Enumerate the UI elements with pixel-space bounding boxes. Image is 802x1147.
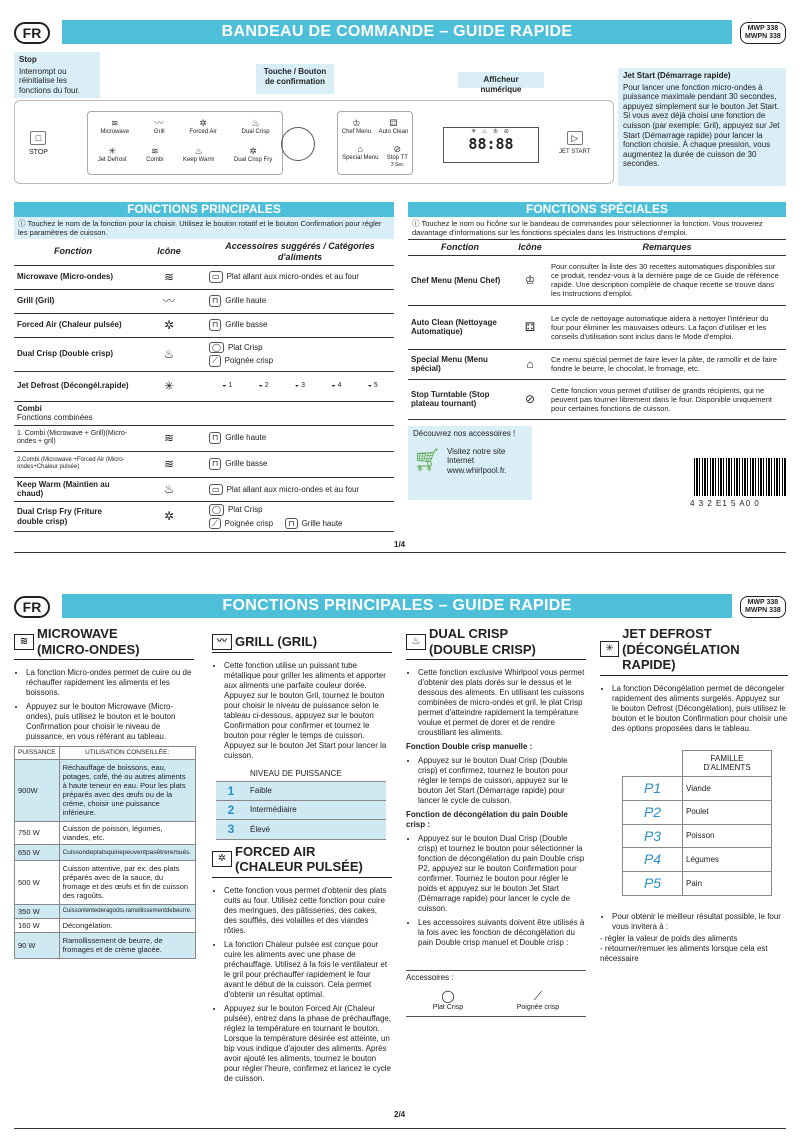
dual-crisp-intro	[406, 668, 586, 738]
combi-label: Combi	[146, 156, 164, 163]
forced-air-bullets	[212, 886, 392, 1084]
page-number-2: 2/4	[394, 1110, 406, 1119]
table-row	[15, 759, 196, 821]
fish-icon: ◒ 3	[294, 381, 306, 389]
display-callout: Afficheur numérique	[458, 72, 544, 88]
defrost-3: 3	[301, 381, 306, 389]
crisp-handle-label: Poignée crisp	[516, 1003, 560, 1011]
jet-start-callout	[618, 68, 786, 186]
accessories-promo	[408, 426, 532, 500]
table-row	[15, 860, 196, 904]
col-function: Fonction	[408, 240, 512, 255]
dual-crisp-label: Dual Crisp	[241, 128, 270, 135]
dual-crisp-title: DUAL CRISP	[429, 626, 509, 641]
bread-defrost-heading: Fonction de décongélation du pain Double crisp :	[406, 810, 568, 830]
family-code: P2	[623, 800, 683, 824]
crisp-icon: ♨	[132, 337, 206, 371]
jet-defrost-dash-2: retourner/remuer les aliments lorsque cela est nécessaire	[600, 943, 768, 963]
col-usage: UTILISATION CONSEILLÉE:	[59, 747, 195, 760]
auto-clean-label: Auto Clean	[378, 128, 409, 135]
stop-callout-title: Stop	[19, 55, 37, 64]
chef-menu-label: Chef Menu	[341, 128, 372, 135]
special-functions-table	[408, 240, 786, 420]
table-row	[14, 425, 394, 451]
power-value: 900W	[15, 759, 60, 821]
accessory-cell	[206, 501, 394, 531]
table-row	[623, 824, 772, 848]
barcode-text: 4 3 2 E1 5 A0 0	[690, 499, 760, 508]
rack-icon: ⊓	[285, 518, 297, 530]
power-value: 500 W	[15, 860, 60, 904]
crisp-plate-label: Plat Crisp	[432, 1003, 464, 1011]
remark-text: Le cycle de nettoyage automatique aidera à nettoyer l'intérieur du four pour éliminer les mauvaises odeurs. La façon d'utiliser et les conseils d'utilisation sont inclus dans le Mode d'emploi.	[548, 305, 786, 349]
chef-menu-button[interactable]	[342, 118, 371, 136]
fan-icon: ✲	[132, 313, 206, 337]
jet-defrost-bullet-1: • La fonction Décongélation permet de décongeler rapidement des aliments surgelés. Appuyez sur le bouton Defrost (Décongélation), puis utilisez le bouton et le bouton Confirmation pour choisir une des options proposées dans le tableau.	[612, 684, 788, 734]
col-remarks: Remarques	[548, 240, 786, 255]
microwave-bullet-1: • La fonction Micro-ondes permet de cuire ou de réchauffer rapidement les aliments et les boissons.	[26, 668, 194, 698]
table-row	[15, 904, 196, 918]
forced-air-header	[212, 844, 392, 878]
rotary-knob[interactable]	[281, 127, 315, 161]
accessories-label: Accessoires :	[406, 973, 454, 983]
model-2: MWPN 338	[745, 607, 781, 614]
jet-defrost-tips	[600, 912, 788, 932]
function-name: Stop Turntable (Stop plateau tournant)	[408, 379, 512, 419]
accessory-cell	[206, 477, 394, 501]
accessory-text: Plat allant aux micro-ondes et au four	[226, 272, 360, 282]
crisp-fry-icon: ✲	[249, 145, 257, 156]
cloche-icon: ⌂	[357, 143, 363, 154]
special-functions-note	[408, 217, 786, 240]
dual-crisp-fry-label: Dual Crisp Fry	[233, 156, 273, 163]
crisp-icon: ♨	[251, 118, 260, 128]
accessory-text-2: Poignée crisp	[224, 518, 274, 528]
family-code: P5	[623, 872, 683, 896]
forced-air-title: FORCED AIR	[235, 843, 316, 859]
power-value: 90 W	[15, 932, 60, 958]
control-panel	[14, 100, 614, 184]
jet-start-label: JET START	[559, 149, 591, 155]
microwave-subtitle: (MICRO-ONDES)	[37, 641, 140, 657]
family-header	[623, 750, 772, 776]
grill-bullets	[212, 661, 392, 761]
fan-icon: ✲	[212, 851, 232, 867]
defrost-2: 2	[264, 381, 269, 389]
level-label: Faible	[246, 781, 386, 800]
dual-crisp-fry-button[interactable]	[234, 146, 272, 164]
jet-defrost-header	[600, 626, 788, 676]
dual-crisp-column	[406, 626, 586, 1017]
dual-crisp-bullet-2: • Appuyez sur le bouton Dual Crisp (Double crisp) et confirmez, tournez le bouton pour régler le temps de cuisson, appuyez sur le bouton Jet Start (Démarrage rapide) pour lancer le cycle de cuisson.	[418, 756, 586, 806]
level-label: Intermédiaire	[246, 800, 386, 819]
dual-crisp-button[interactable]	[242, 118, 270, 136]
table-row	[408, 349, 786, 379]
level-number: 1	[216, 781, 246, 800]
model-1: MWP 338	[747, 599, 779, 606]
accessory-text: Plat Crisp	[227, 342, 263, 352]
table-row	[14, 501, 394, 531]
remark-text: Ce menu spécial permet de faire lever la pâte, de ramollir et de faire fondre le beurre, le chocolat, le fromage, etc.	[548, 349, 786, 379]
accessory-cell	[206, 451, 394, 477]
forced-air-subtitle: (CHALEUR PULSÉE)	[235, 859, 363, 875]
poultry-icon: ◒ 2	[258, 381, 269, 389]
function-name: Auto Clean (Nettoyage Automatique)	[408, 305, 512, 349]
power-table-header	[15, 747, 196, 760]
stop-tt-button[interactable]	[387, 144, 408, 168]
language-badge: FR	[14, 22, 50, 44]
col-function: Fonction	[14, 239, 132, 265]
defrost-5: 5	[373, 381, 378, 389]
jet-defrost-title: JET DEFROST	[622, 626, 712, 641]
jet-defrost-column	[600, 626, 788, 964]
auto-clean-button[interactable]	[379, 118, 409, 136]
col-power: PUISSANCE	[15, 747, 60, 760]
microwave-icon: ≋	[132, 265, 206, 289]
function-name: Microwave (Micro-ondes)	[14, 265, 132, 289]
defrost-1: 1	[228, 381, 233, 389]
forced-air-label: Forced Air	[189, 128, 217, 135]
forced-air-bullet-3: • Appuyez sur le bouton Forced Air (Chaleur pulsée), entrez dans la phase de préchauffage, réglez la température en tournant le bouton. Lorsque la température désirée est atteinte, un bip vous indique d'ajouter des aliments. Après avoir ajouté les aliments, tournez le bouton pour régler l'heure, confirmez et lancez le cycle de cuisson.	[224, 1004, 392, 1084]
table-header	[14, 239, 394, 265]
grill-column	[212, 634, 392, 1088]
power-usage: Cuisson attentive, par ex. des plats préparés avec de la sauce, du fromage et des œufs et fin de cuisson des ragoûts.	[59, 860, 195, 904]
special-menu-label: Special Menu	[342, 154, 379, 161]
remark-text: Cette fonction vous permet d'utiliser de grands récipients, qui ne peuvent pas tourner librement dans le four. Disponible uniquement pour certaines fonctions de cuisson.	[548, 379, 786, 419]
crisp-plate-icon: ◯	[209, 504, 224, 516]
page-title: BANDEAU DE COMMANDE – GUIDE RAPIDE	[62, 20, 732, 44]
power-value: 650 W	[15, 844, 60, 860]
microwave-column	[14, 626, 194, 959]
family-name: Pain	[683, 872, 772, 896]
family-name: Légumes	[683, 848, 772, 872]
microwave-icon: ≋	[14, 634, 34, 650]
accessory-text: Plat allant aux micro-ondes et au four	[226, 484, 360, 494]
crisp-plate-icon: ◯	[441, 989, 455, 1004]
grill-title: GRILL (GRIL)	[235, 634, 318, 650]
family-name: Poulet	[683, 800, 772, 824]
level-label: Élevé	[246, 820, 386, 839]
crisp-icon: ♨	[406, 634, 426, 650]
accessories-box	[406, 970, 586, 1017]
main-functions-note	[14, 217, 394, 239]
combi-icon: ≋	[151, 145, 159, 156]
jet-defrost-bullets	[600, 684, 788, 734]
combi-subtitle: Fonctions combinées	[17, 413, 93, 423]
combi-grill-icon: ≋	[132, 425, 206, 451]
special-functions-title: FONCTIONS SPÉCIALES	[408, 202, 786, 217]
jet-callout-text: Pour lancer une fonction micro-ondes à puissance maximale pendant 30 secondes, appuyez simplement sur le bouton Jet Start. Si vous avez déjà choisi une fonction de cuisson (par exemple: Gril), appuyez sur Jet Start (Démarrage rapide) pour lancer la fonction choisie. À chaque pression, vous augmentez la durée de cuisson de 30 secondes.	[623, 82, 780, 169]
function-buttons	[87, 111, 283, 175]
cart-icon: 🛒︎	[413, 446, 441, 472]
power-usage: Ramollissement de beurre, de fromages et de crème glacée.	[59, 932, 195, 958]
function-name: Dual Crisp (Double crisp)	[14, 337, 132, 371]
microwave-header	[14, 626, 194, 660]
accessory-text: Plat Crisp	[227, 504, 263, 514]
grill-icon: 〰	[132, 289, 206, 313]
rack-icon: ⊓	[209, 319, 221, 331]
bread-icon: ◒ 5	[367, 381, 378, 389]
dual-crisp-bullet-1: • Cette fonction exclusive Whirlpool vous permet d'obtenir des plats dorés sur le dessus et le dessous des aliments. En utilisant les cuissons combinées de micro-ondes et gril, le plat Crisp permet d'atteindre rapidement la température voulue et permet de dorer et de rendre croustillant les aliments.	[418, 668, 586, 738]
accessory-cell	[206, 337, 394, 371]
stop-turntable-icon: ⊘	[512, 379, 548, 419]
rack-icon: ⊓	[209, 432, 221, 444]
grill-icon: 〰	[212, 634, 232, 650]
manual-crisp-bullets	[406, 756, 586, 806]
function-name: Special Menu (Menu spécial)	[408, 349, 512, 379]
col-level: NIVEAU DE PUISSANCE	[246, 767, 386, 781]
special-menu-button[interactable]	[342, 144, 378, 168]
dish-icon: ▭	[209, 271, 223, 283]
accessory-cell	[206, 313, 394, 337]
model-2: MWPN 338	[745, 33, 781, 40]
stop-button-label: STOP	[29, 149, 48, 156]
model-1: MWP 338	[747, 25, 779, 32]
info-icon: ⓘ	[18, 219, 28, 228]
table-row	[216, 800, 386, 819]
page-number-1: 1/4	[394, 540, 406, 549]
auto-clean-icon: ⚃	[512, 305, 548, 349]
power-value: 750 W	[15, 821, 60, 844]
language-badge-2: FR	[14, 596, 50, 618]
model-badge	[740, 22, 786, 44]
accessory-cell	[206, 289, 394, 313]
table-row	[14, 371, 394, 401]
snowflake-icon: ✳	[132, 371, 206, 401]
table-header	[408, 240, 786, 255]
main-functions-title: FONCTIONS PRINCIPALES	[14, 202, 394, 217]
grill-bullet-1: • Cette fonction utilise un puissant tube métallique pour griller les aliments et apporter aux aliments une parfaite couleur dorée. Appuyez sur le bouton Gril, tournez le bouton pour choisir le niveau de puissance selon le tableau ci-dessous, appuyez sur le bouton Confirmation pour confirmer et tournez le bouton pour régler le temps de cuisson. Appuyez sur le bouton Jet Start pour lancer la cuisson.	[224, 661, 392, 761]
crisp-plate-icon: ◯	[209, 342, 224, 354]
table-row	[15, 932, 196, 958]
function-name: Jet Defrost (Décongél.rapide)	[14, 371, 132, 401]
function-name: Forced Air (Chaleur pulsée)	[14, 313, 132, 337]
microwave-bullets	[14, 668, 194, 742]
grill-icon: 〰	[154, 118, 164, 128]
display-digits: 88:88	[468, 135, 514, 154]
power-usage: Cuissonlentederagoûts,ramollissementdebeurre.	[59, 904, 195, 918]
level-number: 2	[216, 800, 246, 819]
accessory-text: Grille haute	[225, 296, 267, 306]
table-row	[408, 379, 786, 419]
meat-icon: ◒ 1	[222, 381, 233, 389]
microwave-button[interactable]	[100, 118, 129, 136]
jet-defrost-subtitle: (DÉCONGÉLATION RAPIDE)	[622, 641, 740, 673]
table-row	[15, 821, 196, 844]
family-code: P1	[623, 776, 683, 800]
defrost-categories	[206, 371, 394, 401]
dual-crisp-header	[406, 626, 586, 660]
auto-clean-icon: ⚃	[389, 118, 398, 128]
chef-hat-icon: ♔	[352, 118, 361, 128]
power-value: 350 W	[15, 904, 60, 918]
combi-button[interactable]	[146, 146, 163, 164]
combi-header	[14, 401, 394, 425]
forced-air-bullet-2: • La fonction Chaleur pulsée est conçue pour cuire les aliments avec une phase de préchauffage. Utilisez à la fois le ventilateur et le gril pour préchauffer rapidement le four avant le début de la cuisson. Cela permet d'obtenir un résultat optimal.	[224, 940, 392, 1000]
plate-icon: ♨	[132, 477, 206, 501]
keep-warm-label: Keep Warm	[182, 156, 215, 163]
stop-icon: □	[30, 131, 46, 145]
bread-defrost-bullets	[406, 834, 586, 948]
page-title-2: FONCTIONS PRINCIPALES – GUIDE RAPIDE	[62, 594, 732, 618]
jet-defrost-dash-1: régler la valeur de poids des aliments	[604, 933, 738, 943]
stop-button[interactable]	[29, 131, 48, 157]
jet-start-button[interactable]	[559, 131, 590, 156]
accessory-text: Grille basse	[225, 320, 268, 330]
dual-crisp-subtitle: (DOUBLE CRISP)	[429, 641, 536, 657]
function-name: Dual Crisp Fry (Friture double crisp)	[14, 501, 132, 531]
microwave-title: MICROWAVE	[37, 626, 118, 641]
power-value: 160 W	[15, 918, 60, 932]
table-row	[623, 776, 772, 800]
col-family: FAMILLE D'ALIMENTS	[683, 750, 772, 776]
jet-callout-title: Jet Start (Démarrage rapide)	[623, 71, 731, 80]
jet-defrost-bullet-2: • Pour obtenir le meilleur résultat possible, le four vous invitera à :	[612, 912, 788, 932]
col-icon: Icône	[132, 239, 206, 265]
snowflake-icon: ✳	[600, 641, 619, 657]
crisp-fry-icon: ✲	[132, 501, 206, 531]
table-row	[216, 781, 386, 800]
play-icon: ▷	[567, 131, 583, 145]
stop-turntable-icon: ⊘	[393, 143, 402, 154]
accessory-cell	[206, 425, 394, 451]
col-icon: Icône	[512, 240, 548, 255]
page-divider	[14, 552, 786, 553]
digital-display	[443, 127, 539, 163]
function-name: Keep Warm (Maintien au chaud)	[14, 477, 132, 501]
stop-callout-text: Interrompt ou réinitialise les fonctions du four.	[19, 66, 80, 95]
function-name: 1. Combi (Microwave + Grill)(Micro-ondes + gril)	[14, 425, 132, 451]
remark-text: Pour consulter la liste des 30 recettes automatiques disponibles sur ce produit, rendez-vous à la dernière page de ce Guide de référence rapide. Une description complète de chaque recette se trouve dans les Instructions d'emploi.	[548, 255, 786, 305]
special-buttons	[337, 111, 413, 175]
keep-warm-button[interactable]	[183, 146, 214, 164]
table-row	[14, 477, 394, 501]
crisp-handle-icon: ⟋	[209, 518, 221, 530]
vegetable-icon: ◒ 4	[331, 381, 342, 389]
dual-crisp-bullet-4: • Les accessoires suivants doivent être utilisés à la fois avec les fonction de décongélation du pain Double crisp manuel et Double crisp :	[418, 918, 586, 948]
dish-icon: ▭	[209, 484, 223, 496]
power-usage: Décongélation.	[59, 918, 195, 932]
fan-icon: ✲	[199, 118, 207, 128]
stop-callout	[14, 52, 100, 98]
table-row	[408, 255, 786, 305]
power-usage: Réchauffage de boissons, eau, potages, café, thé ou autres aliments à haute teneur en eau. Pour les plats préparés avec des œufs ou de la crème, choisir une puissance inférieure.	[59, 759, 195, 821]
special-functions-section	[408, 202, 786, 420]
chef-hat-icon: ♔	[512, 255, 548, 305]
function-name: Chef Menu (Menu Chef)	[408, 255, 512, 305]
stop-tt-sub: 3 Sec	[390, 161, 404, 168]
dual-crisp-bullet-3: • Appuyez sur le bouton Dual Crisp (Double crisp) et tournez le bouton pour sélectionner la fonction de décongélation du pain Double crisp P2, appuyez sur le bouton Confirmation pour confirmer. Tournez le bouton pour régler le poids et appuyez sur le bouton Jet Start (Démarrage rapide) pour lancer le cycle de cuisson.	[418, 834, 586, 914]
power-usage: Cuissondeplatsquinepeuventpasêtreremués.	[59, 844, 195, 860]
manual-crisp-heading: Fonction Double crisp manuelle :	[406, 742, 533, 752]
forced-air-bullet-1: • Cette fonction vous permet d'obtenir des plats cuits au four. Utilisez cette fonction pour cuire des meringues, des pâtisseries, des cakes, des soufflés, des volailles et des viandes rôties.	[224, 886, 392, 936]
table-row	[14, 313, 394, 337]
family-name: Poisson	[683, 824, 772, 848]
barcode	[694, 458, 786, 496]
crisp-plate	[433, 989, 463, 1012]
combi-header-row	[14, 401, 394, 425]
rack-icon: ⊓	[209, 458, 221, 470]
microwave-label: Microwave	[100, 128, 130, 135]
table-row	[623, 848, 772, 872]
power-table	[14, 746, 196, 959]
accessories-text[interactable]: Visitez notre site Internet www.whirlpool.fr.	[446, 446, 507, 475]
main-functions-note-text: Touchez le nom de la fonction pour la choisir. Utilisez le bouton rotatif et le bouton Confirmation pour régler les paramètres de cuisson.	[18, 219, 382, 237]
jet-defrost-label: Jet Defrost	[97, 156, 127, 163]
table-row	[623, 872, 772, 896]
main-functions-section	[14, 202, 394, 532]
grill-header	[212, 634, 392, 653]
jet-defrost-button[interactable]	[98, 146, 127, 164]
display-icons: ✳ ♨ ♔ ⊘	[471, 129, 511, 135]
family-code: P4	[623, 848, 683, 872]
plate-icon: ♨	[194, 145, 203, 156]
info-icon: ⓘ	[412, 219, 422, 228]
accessories-title: Découvrez nos accessoires !	[413, 429, 516, 438]
col-accessories: Accessoires suggérés / Catégories d'aliments	[206, 239, 394, 265]
combi-fan-icon: ≋	[132, 451, 206, 477]
crisp-handle	[517, 989, 559, 1012]
cloche-icon: ⌂	[512, 349, 548, 379]
level-number: 3	[216, 820, 246, 839]
grill-level-table	[216, 767, 386, 840]
table-row	[15, 844, 196, 860]
accessory-text: Grille haute	[225, 433, 267, 443]
table-row	[623, 800, 772, 824]
knob-callout: Touche / Bouton de confirmation	[256, 64, 334, 94]
combi-title: Combi	[17, 403, 42, 413]
table-row	[216, 820, 386, 839]
accessory-cell	[206, 265, 394, 289]
rack-icon: ⊓	[209, 295, 221, 307]
table-row	[15, 918, 196, 932]
page-divider-2	[14, 1128, 786, 1129]
table-row	[408, 305, 786, 349]
food-family-table	[622, 750, 772, 896]
model-badge-2	[740, 596, 786, 618]
table-row	[14, 337, 394, 371]
table-row	[14, 451, 394, 477]
grill-button[interactable]	[154, 118, 165, 136]
function-name: 2.Combi (Microwave +Forced Air (Micro-ondes+Chaleur pulsée)	[14, 451, 132, 477]
level-header	[216, 767, 386, 781]
jet-defrost-dash-list: - régler la valeur de poids des aliments - retourner/remuer les aliments lorsque cela est nécessaire	[600, 933, 768, 963]
table-row	[14, 289, 394, 313]
function-name: Grill (Gril)	[14, 289, 132, 313]
accessory-text-3: Grille haute	[301, 518, 343, 528]
family-name: Viande	[683, 776, 772, 800]
crisp-handle-icon: ⟋	[533, 989, 543, 1004]
crisp-handle-icon: ⟋	[209, 355, 221, 367]
microwave-icon: ≋	[110, 118, 119, 128]
main-functions-table	[14, 239, 394, 532]
defrost-4: 4	[337, 381, 342, 389]
forced-air-button[interactable]	[189, 118, 216, 136]
snowflake-icon: ✳	[108, 145, 116, 156]
accessory-text-2: Poignée crisp	[224, 356, 274, 366]
power-usage: Cuisson de poisson, légumes, viandes, etc.	[59, 821, 195, 844]
family-code: P3	[623, 824, 683, 848]
grill-label: Grill	[153, 128, 165, 135]
table-row	[14, 265, 394, 289]
special-functions-note-text: Touchez le nom ou l'icône sur le bandeau de commandes pour sélectionner la fonction. Vous trouverez davantage d'informations sur les fonctions spéciales dans les Instructions d'emploi.	[412, 219, 763, 237]
accessory-text: Grille basse	[225, 459, 268, 469]
microwave-bullet-2: • Appuyez sur le bouton Microwave (Micro-ondes), puis utilisez le bouton et le bouton Confirmation pour choisir le niveau de puissance, en vous référant au tableau.	[26, 702, 194, 742]
stop-tt-label: Stop TT	[386, 154, 408, 161]
